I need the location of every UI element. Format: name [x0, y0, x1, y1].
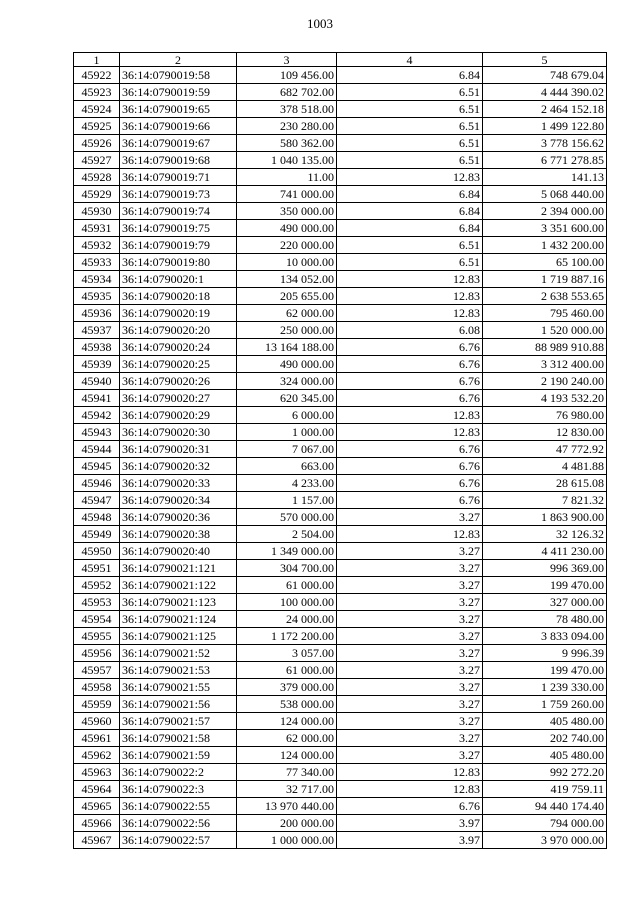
table-cell: 36:14:0790020:26: [120, 373, 237, 390]
table-cell: 36:14:0790021:52: [120, 645, 237, 662]
table-cell: 45939: [74, 356, 120, 373]
table-cell: 45949: [74, 526, 120, 543]
table-cell: 36:14:0790020:1: [120, 271, 237, 288]
table-cell: 36:14:0790020:36: [120, 509, 237, 526]
table-cell: 36:14:0790021:122: [120, 577, 237, 594]
table-cell: 1 000 000.00: [237, 832, 337, 849]
table-cell: 45951: [74, 560, 120, 577]
table-cell: 36:14:0790021:123: [120, 594, 237, 611]
table-cell: 3.27: [337, 611, 483, 628]
table-row: [74, 492, 607, 509]
table-cell: 36:14:0790022:56: [120, 815, 237, 832]
table-row: [74, 186, 607, 203]
table-cell: 1 040 135.00: [237, 152, 337, 169]
data-table: [73, 52, 607, 849]
table-cell: 12.83: [337, 526, 483, 543]
table-cell: 36:14:0790022:3: [120, 781, 237, 798]
table-cell: 1 719 887.16: [483, 271, 607, 288]
column-header-4: 4: [337, 53, 483, 67]
table-cell: 45959: [74, 696, 120, 713]
table-cell: 45926: [74, 135, 120, 152]
table-cell: 1 432 200.00: [483, 237, 607, 254]
table-cell: 3.27: [337, 696, 483, 713]
table-cell: 45955: [74, 628, 120, 645]
table-cell: 7 821.32: [483, 492, 607, 509]
table-cell: 379 000.00: [237, 679, 337, 696]
table-cell: 36:14:0790021:57: [120, 713, 237, 730]
table-row: [74, 169, 607, 186]
table-cell: 45928: [74, 169, 120, 186]
table-cell: 13 164 188.00: [237, 339, 337, 356]
table-cell: 6.76: [337, 475, 483, 492]
table-cell: 1 157.00: [237, 492, 337, 509]
table-cell: 36:14:0790020:40: [120, 543, 237, 560]
table-cell: 45956: [74, 645, 120, 662]
table-cell: 109 456.00: [237, 67, 337, 84]
table-row: [74, 730, 607, 747]
table-cell: 28 615.08: [483, 475, 607, 492]
table-row: [74, 407, 607, 424]
table-row: [74, 322, 607, 339]
table-cell: 36:14:0790020:38: [120, 526, 237, 543]
table-cell: 62 000.00: [237, 730, 337, 747]
table-cell: 45927: [74, 152, 120, 169]
table-cell: 36:14:0790020:24: [120, 339, 237, 356]
table-cell: 6.76: [337, 356, 483, 373]
table-cell: 1 349 000.00: [237, 543, 337, 560]
table-cell: 24 000.00: [237, 611, 337, 628]
table-row: [74, 220, 607, 237]
table-cell: 36:14:0790019:74: [120, 203, 237, 220]
table-cell: 134 052.00: [237, 271, 337, 288]
table-cell: 36:14:0790019:65: [120, 101, 237, 118]
table-cell: 327 000.00: [483, 594, 607, 611]
table-cell: 794 000.00: [483, 815, 607, 832]
table-row: [74, 594, 607, 611]
table-cell: 45947: [74, 492, 120, 509]
table-cell: 12.83: [337, 271, 483, 288]
table-cell: 45922: [74, 67, 120, 84]
table-cell: 61 000.00: [237, 577, 337, 594]
table-cell: 6.76: [337, 458, 483, 475]
table-cell: 45941: [74, 390, 120, 407]
table-cell: 45944: [74, 441, 120, 458]
table-cell: 124 000.00: [237, 713, 337, 730]
table-cell: 36:14:0790019:80: [120, 254, 237, 271]
table-cell: 3 778 156.62: [483, 135, 607, 152]
table-row: [74, 832, 607, 849]
table-cell: 4 193 532.20: [483, 390, 607, 407]
table-cell: 45933: [74, 254, 120, 271]
table-cell: 3.27: [337, 560, 483, 577]
table-cell: 45950: [74, 543, 120, 560]
table-cell: 62 000.00: [237, 305, 337, 322]
table-cell: 3.27: [337, 577, 483, 594]
table-cell: 748 679.04: [483, 67, 607, 84]
table-cell: 199 470.00: [483, 662, 607, 679]
table-row: [74, 356, 607, 373]
table-cell: 45931: [74, 220, 120, 237]
table-cell: 12 830.00: [483, 424, 607, 441]
table-cell: 45946: [74, 475, 120, 492]
table-cell: 490 000.00: [237, 356, 337, 373]
table-cell: 230 280.00: [237, 118, 337, 135]
table-cell: 199 470.00: [483, 577, 607, 594]
table-cell: 12.83: [337, 288, 483, 305]
table-row: [74, 679, 607, 696]
table-cell: 45936: [74, 305, 120, 322]
table-cell: 76 980.00: [483, 407, 607, 424]
table-cell: 7 067.00: [237, 441, 337, 458]
table-cell: 10 000.00: [237, 254, 337, 271]
table-cell: 36:14:0790020:34: [120, 492, 237, 509]
table-cell: 1 759 260.00: [483, 696, 607, 713]
table-cell: 45963: [74, 764, 120, 781]
table-row: [74, 611, 607, 628]
table-cell: 36:14:0790019:71: [120, 169, 237, 186]
table-cell: 12.83: [337, 305, 483, 322]
table-cell: 45930: [74, 203, 120, 220]
table-row: [74, 628, 607, 645]
table-row: [74, 67, 607, 84]
table-row: [74, 662, 607, 679]
table-row: [74, 203, 607, 220]
table-cell: 3.27: [337, 747, 483, 764]
table-cell: 419 759.11: [483, 781, 607, 798]
table-row: [74, 781, 607, 798]
table-cell: 36:14:0790021:121: [120, 560, 237, 577]
table-cell: 36:14:0790020:27: [120, 390, 237, 407]
table-cell: 45961: [74, 730, 120, 747]
table-cell: 1 239 330.00: [483, 679, 607, 696]
table-cell: 3 057.00: [237, 645, 337, 662]
table-cell: 65 100.00: [483, 254, 607, 271]
table-cell: 45943: [74, 424, 120, 441]
table-cell: 36:14:0790020:25: [120, 356, 237, 373]
table-cell: 36:14:0790022:55: [120, 798, 237, 815]
table-cell: 580 362.00: [237, 135, 337, 152]
table-cell: 36:14:0790021:55: [120, 679, 237, 696]
column-header-5: 5: [483, 53, 607, 67]
table-row: [74, 764, 607, 781]
table-cell: 3.97: [337, 832, 483, 849]
table-row: [74, 254, 607, 271]
table-cell: 45940: [74, 373, 120, 390]
table-cell: 45962: [74, 747, 120, 764]
table-cell: 538 000.00: [237, 696, 337, 713]
table-cell: 5 068 440.00: [483, 186, 607, 203]
table-cell: 9 996.39: [483, 645, 607, 662]
table-cell: 620 345.00: [237, 390, 337, 407]
table-cell: 6 771 278.85: [483, 152, 607, 169]
table-cell: 36:14:0790019:67: [120, 135, 237, 152]
table-cell: 45960: [74, 713, 120, 730]
table-cell: 6 000.00: [237, 407, 337, 424]
table-cell: 45953: [74, 594, 120, 611]
table-cell: 36:14:0790020:32: [120, 458, 237, 475]
table-cell: 3 351 600.00: [483, 220, 607, 237]
table-cell: 6.76: [337, 441, 483, 458]
table-cell: 1 000.00: [237, 424, 337, 441]
table-cell: 1 863 900.00: [483, 509, 607, 526]
table-cell: 12.83: [337, 764, 483, 781]
table-cell: 202 740.00: [483, 730, 607, 747]
column-header-2: 2: [120, 53, 237, 67]
table-cell: 3 833 094.00: [483, 628, 607, 645]
table-cell: 45945: [74, 458, 120, 475]
table-cell: 3.27: [337, 594, 483, 611]
table-cell: 205 655.00: [237, 288, 337, 305]
table-row: [74, 798, 607, 815]
table-row: [74, 373, 607, 390]
table-cell: 3.27: [337, 543, 483, 560]
table-cell: 6.51: [337, 84, 483, 101]
table-cell: 6.08: [337, 322, 483, 339]
table-cell: 570 000.00: [237, 509, 337, 526]
table-row: [74, 458, 607, 475]
table-row: [74, 509, 607, 526]
table-row: [74, 237, 607, 254]
table-cell: 4 444 390.02: [483, 84, 607, 101]
table-cell: 12.83: [337, 407, 483, 424]
table-row: [74, 713, 607, 730]
table-cell: 663.00: [237, 458, 337, 475]
table-cell: 45966: [74, 815, 120, 832]
table-cell: 45942: [74, 407, 120, 424]
table-cell: 2 394 000.00: [483, 203, 607, 220]
table-row: [74, 288, 607, 305]
table-row: [74, 390, 607, 407]
table-row: [74, 152, 607, 169]
table-cell: 2 504.00: [237, 526, 337, 543]
table-cell: 45938: [74, 339, 120, 356]
table-cell: 795 460.00: [483, 305, 607, 322]
table-cell: 350 000.00: [237, 203, 337, 220]
table-cell: 405 480.00: [483, 713, 607, 730]
table-cell: 4 233.00: [237, 475, 337, 492]
table-cell: 3.97: [337, 815, 483, 832]
table-cell: 6.76: [337, 339, 483, 356]
table-cell: 36:14:0790019:79: [120, 237, 237, 254]
table-body: [74, 67, 607, 849]
page-number: 1003: [307, 16, 333, 31]
table-cell: 36:14:0790020:20: [120, 322, 237, 339]
table-cell: 6.84: [337, 67, 483, 84]
table-cell: 4 481.88: [483, 458, 607, 475]
table-row: [74, 441, 607, 458]
table-cell: 1 520 000.00: [483, 322, 607, 339]
table-row: [74, 305, 607, 322]
table-cell: 996 369.00: [483, 560, 607, 577]
table-cell: 6.51: [337, 118, 483, 135]
table-row: [74, 696, 607, 713]
table-row: [74, 339, 607, 356]
table-cell: 36:14:0790020:29: [120, 407, 237, 424]
table-cell: 12.83: [337, 169, 483, 186]
table-cell: 6.76: [337, 492, 483, 509]
table-cell: 378 518.00: [237, 101, 337, 118]
table-cell: 6.51: [337, 152, 483, 169]
table-cell: 36:14:0790021:53: [120, 662, 237, 679]
table-cell: 6.84: [337, 203, 483, 220]
table-cell: 45934: [74, 271, 120, 288]
table-cell: 141.13: [483, 169, 607, 186]
table-cell: 250 000.00: [237, 322, 337, 339]
table-row: [74, 101, 607, 118]
table-row: [74, 577, 607, 594]
table-cell: 45924: [74, 101, 120, 118]
table-cell: 45957: [74, 662, 120, 679]
table-cell: 3.27: [337, 730, 483, 747]
table-cell: 324 000.00: [237, 373, 337, 390]
table-cell: 36:14:0790021:125: [120, 628, 237, 645]
table-cell: 12.83: [337, 781, 483, 798]
table-cell: 2 190 240.00: [483, 373, 607, 390]
table-cell: 4 411 230.00: [483, 543, 607, 560]
table-cell: 36:14:0790021:124: [120, 611, 237, 628]
table-cell: 45964: [74, 781, 120, 798]
table-cell: 36:14:0790021:56: [120, 696, 237, 713]
table-cell: 1 172 200.00: [237, 628, 337, 645]
table-cell: 3.27: [337, 628, 483, 645]
table-cell: 3 970 000.00: [483, 832, 607, 849]
table-cell: 36:14:0790020:18: [120, 288, 237, 305]
table-cell: 32 126.32: [483, 526, 607, 543]
table-cell: 45935: [74, 288, 120, 305]
table-cell: 3.27: [337, 679, 483, 696]
table-cell: 2 638 553.65: [483, 288, 607, 305]
table-cell: 3.27: [337, 662, 483, 679]
table-cell: 6.51: [337, 254, 483, 271]
table-cell: 45932: [74, 237, 120, 254]
table-cell: 741 000.00: [237, 186, 337, 203]
table-cell: 992 272.20: [483, 764, 607, 781]
table-cell: 78 480.00: [483, 611, 607, 628]
table-cell: 36:14:0790019:68: [120, 152, 237, 169]
table-row: [74, 84, 607, 101]
table-cell: 36:14:0790021:59: [120, 747, 237, 764]
table-cell: 45948: [74, 509, 120, 526]
table-cell: 3 312 400.00: [483, 356, 607, 373]
table-header-row: [74, 53, 607, 67]
table-cell: 77 340.00: [237, 764, 337, 781]
table-cell: 36:14:0790022:57: [120, 832, 237, 849]
table-row: [74, 526, 607, 543]
table-cell: 6.51: [337, 135, 483, 152]
table-row: [74, 424, 607, 441]
table-row: [74, 815, 607, 832]
table-cell: 220 000.00: [237, 237, 337, 254]
table-cell: 405 480.00: [483, 747, 607, 764]
table-cell: 45929: [74, 186, 120, 203]
table-cell: 36:14:0790019:73: [120, 186, 237, 203]
table-cell: 100 000.00: [237, 594, 337, 611]
table-row: [74, 747, 607, 764]
table-cell: 36:14:0790020:30: [120, 424, 237, 441]
column-header-1: 1: [74, 53, 120, 67]
table-cell: 304 700.00: [237, 560, 337, 577]
table-row: [74, 271, 607, 288]
table-cell: 61 000.00: [237, 662, 337, 679]
table-row: [74, 475, 607, 492]
table-cell: 11.00: [237, 169, 337, 186]
table-cell: 3.27: [337, 713, 483, 730]
table-cell: 200 000.00: [237, 815, 337, 832]
table-cell: 45937: [74, 322, 120, 339]
table-cell: 490 000.00: [237, 220, 337, 237]
table-cell: 45958: [74, 679, 120, 696]
table-cell: 13 970 440.00: [237, 798, 337, 815]
table-cell: 36:14:0790019:66: [120, 118, 237, 135]
table-cell: 6.76: [337, 373, 483, 390]
table-cell: 32 717.00: [237, 781, 337, 798]
table-cell: 36:14:0790019:58: [120, 67, 237, 84]
column-header-3: 3: [237, 53, 337, 67]
table-row: [74, 118, 607, 135]
table-cell: 1 499 122.80: [483, 118, 607, 135]
table-cell: 45952: [74, 577, 120, 594]
table-cell: 36:14:0790020:33: [120, 475, 237, 492]
table-cell: 36:14:0790020:19: [120, 305, 237, 322]
table-row: [74, 645, 607, 662]
table-cell: 6.76: [337, 390, 483, 407]
table-row: [74, 135, 607, 152]
table-cell: 3.27: [337, 645, 483, 662]
table-row: [74, 543, 607, 560]
table-cell: 45967: [74, 832, 120, 849]
table-cell: 94 440 174.40: [483, 798, 607, 815]
table-row: [74, 560, 607, 577]
table-cell: 36:14:0790022:2: [120, 764, 237, 781]
table-cell: 2 464 152.18: [483, 101, 607, 118]
table-cell: 36:14:0790020:31: [120, 441, 237, 458]
table-cell: 6.76: [337, 798, 483, 815]
table-cell: 6.51: [337, 237, 483, 254]
table-cell: 45954: [74, 611, 120, 628]
table-cell: 3.27: [337, 509, 483, 526]
table-cell: 6.84: [337, 220, 483, 237]
table-cell: 45965: [74, 798, 120, 815]
table-cell: 6.84: [337, 186, 483, 203]
table-cell: 36:14:0790021:58: [120, 730, 237, 747]
table-cell: 12.83: [337, 424, 483, 441]
table-cell: 88 989 910.88: [483, 339, 607, 356]
table-cell: 45925: [74, 118, 120, 135]
table-cell: 47 772.92: [483, 441, 607, 458]
table-cell: 36:14:0790019:59: [120, 84, 237, 101]
table-cell: 124 000.00: [237, 747, 337, 764]
table-cell: 6.51: [337, 101, 483, 118]
table-cell: 45923: [74, 84, 120, 101]
table-cell: 36:14:0790019:75: [120, 220, 237, 237]
table-cell: 682 702.00: [237, 84, 337, 101]
